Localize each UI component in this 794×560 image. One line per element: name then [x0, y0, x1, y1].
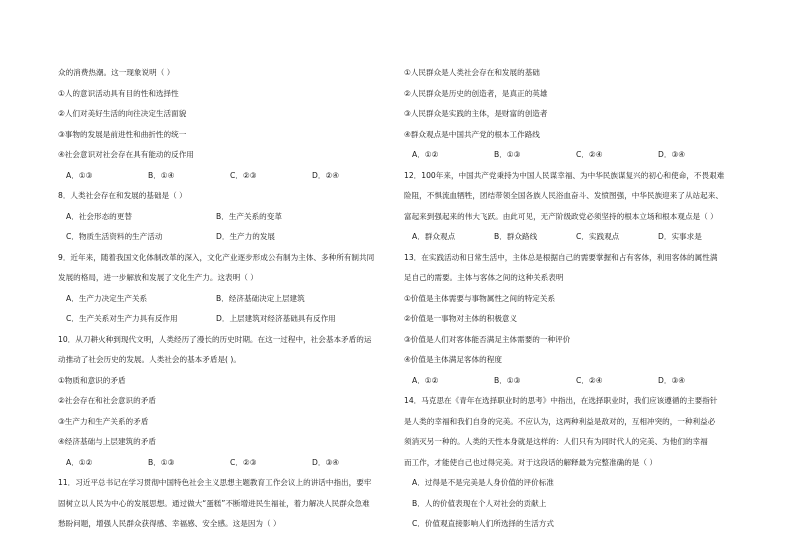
option: D．③④ — [658, 150, 686, 159]
q7-options — [58, 171, 388, 192]
q8-options-row-1 — [58, 212, 388, 233]
q13-stem-line-2: 足自己的需要。主体与客体之间的这种关系表明 — [404, 273, 564, 282]
q11-stem-line-1: 11．习近平总书记在学习贯彻中国特色社会主义思想主题教育工作会议上的讲话中指出，要牢 — [58, 478, 372, 487]
q13-statement-4: ④价值是主体满足客体的程度 — [404, 355, 502, 364]
option: B．生产关系的变革 — [216, 211, 282, 221]
q10-statement-4: ④经济基础与上层建筑的矛盾 — [58, 437, 156, 446]
q12-stem-line-1: 12．100年来，中国共产党秉持为中国人民谋幸福、为中华民族谋复兴的初心和使命，不畏艰难 — [404, 170, 725, 180]
q13-statement-1: ①价值是主体需要与事物属性之间的特定关系 — [404, 293, 556, 303]
q9-stem-line-1: 9．近年来，随着我国文化体制改革的深入，文化产业逐步形成公有制为主体、多种所有制共同 — [58, 252, 375, 262]
q13-stem-line-1: 13．在实践活动和日常生活中，主体总是根据自己的需要掌握和占有客体，利用客体的属性满 — [404, 252, 718, 262]
q9-options-row-2 — [58, 314, 388, 335]
q12-stem-line-3: 富起来到强起来的伟大飞跃。由此可见，无产阶级政党必须坚持的根本立场和根本观点是（ ） — [404, 211, 718, 221]
q9-stem-line-2: 发展的格局，进一步解放和发展了文化生产力。这表明（ ） — [58, 273, 258, 282]
right-column — [404, 68, 740, 540]
q10-statement-3: ③生产力和生产关系的矛盾 — [58, 416, 149, 426]
option: D．上层建筑对经济基础具有反作用 — [216, 314, 336, 323]
option: A．①② — [412, 150, 439, 159]
q12-options — [404, 232, 740, 253]
q9-options-row-1 — [58, 294, 388, 315]
option: A．社会形态的更替 — [66, 211, 132, 221]
q11-stem-line-2: 固树立以人民为中心的发展思想。通过做大“蛋糕”不断增进民生福祉，着力解决人民群众急难 — [58, 498, 370, 508]
q14-option-c: C．价值观直接影响人们所选择的生活方式 — [412, 519, 554, 528]
q11-statement-3: ③人民群众是实践的主体，是财富的创造者 — [404, 109, 548, 118]
option: D．生产力的发展 — [216, 232, 276, 241]
option: D．②④ — [312, 170, 340, 180]
option: D．实事求是 — [658, 232, 702, 241]
option: C．生产关系对生产力具有反作用 — [66, 314, 178, 323]
option: A．群众观点 — [412, 232, 456, 241]
q7-statement-3: ③事物的发展是前进性和曲折性的统一 — [58, 129, 187, 139]
q13-statement-3: ③价值是人们对客体能否满足主体需要的一种评价 — [404, 334, 571, 344]
option: C．②④ — [576, 150, 603, 159]
q10-statement-2: ②社会存在和社会意识的矛盾 — [58, 396, 156, 405]
option: C．实践观点 — [576, 232, 620, 241]
q11-options — [404, 150, 740, 171]
option: C．②③ — [230, 170, 257, 180]
q14-stem-line-4: 而工作，才能使自己也过得完美。对于这段话的解释最为完整准确的是（ ） — [404, 457, 658, 467]
left-column — [58, 68, 388, 540]
q10-stem-line-2: 动推动了社会历史的发展。人类社会的基本矛盾是( )。 — [58, 355, 241, 364]
q7-statement-1: ①人的意识活动具有目的性和选择性 — [58, 88, 179, 98]
q14-stem-line-2: 是人类的幸福和我们自身的完美。不应认为，这两种利益是敌对的，互相冲突的，一种利益必 — [404, 416, 716, 426]
option: D．③④ — [658, 375, 686, 385]
option: B．经济基础决定上层建筑 — [216, 293, 305, 303]
q10-options — [58, 458, 388, 479]
q12-stem-line-2: 险阻，不惧流血牺牲，团结带领全国各族人民浴血奋斗、发愤图强，中华民族迎来了从站起来、 — [404, 191, 723, 200]
q8-stem: 8．人类社会存在和发展的基础是（ ） — [58, 191, 187, 200]
q13-statement-2: ②价值是一事物对主体的积极意义 — [404, 314, 518, 323]
option: A．①② — [66, 457, 93, 467]
option: B．①④ — [148, 170, 175, 180]
q14-option-b: B．人的价值表现在个人对社会的贡献上 — [412, 498, 547, 508]
q8-options-row-2 — [58, 232, 388, 253]
q14-option-a: A．过得是不是完美是人身价值的评价标准 — [412, 478, 554, 487]
option: C．物质生活资料的生产活动 — [66, 232, 163, 241]
q10-statement-1: ①物质和意识的矛盾 — [58, 375, 126, 385]
option: B．①③ — [494, 150, 521, 159]
q7-stem-tail: 众的消费热潮。这一现象说明（ ） — [58, 68, 175, 77]
q11-statement-2: ②人民群众是历史的创造者，是真正的英雄 — [404, 88, 548, 98]
q10-stem-line-1: 10．从刀耕火种到现代文明，人类经历了漫长的历史时期。在这一过程中，社会基本矛盾的运 — [58, 334, 372, 344]
option: B．①③ — [494, 375, 521, 385]
option: A．①③ — [66, 170, 93, 180]
option: B．群众路线 — [494, 232, 538, 241]
q14-stem-line-3: 须消灭另一种的。人类的天性本身就是这样的：人们只有为同时代人的完美、为他们的幸福 — [404, 437, 708, 446]
option: C．②③ — [230, 457, 257, 467]
option: A．生产力决定生产关系 — [66, 293, 148, 303]
q7-statement-4: ④社会意识对社会存在具有能动的反作用 — [58, 150, 194, 159]
option: D．③④ — [312, 457, 340, 467]
option: B．①③ — [148, 457, 175, 467]
q11-stem-line-3: 愁盼问题，增强人民群众获得感、幸福感、安全感。这是因为（ ） — [58, 519, 281, 528]
q13-options — [404, 376, 740, 397]
q7-statement-2: ②人们对美好生活的向往决定生活面貌 — [58, 109, 187, 118]
option: A．①② — [412, 375, 439, 385]
q14-stem-line-1: 14．马克思在《青年在选择职业时的思考》中指出，在选择职业时，我们应该遵循的主要指针 — [404, 396, 718, 405]
q11-statement-4: ④群众观点是中国共产党的根本工作路线 — [404, 129, 540, 139]
q11-statement-1: ①人民群众是人类社会存在和发展的基础 — [404, 68, 540, 77]
option: C．②④ — [576, 375, 603, 385]
